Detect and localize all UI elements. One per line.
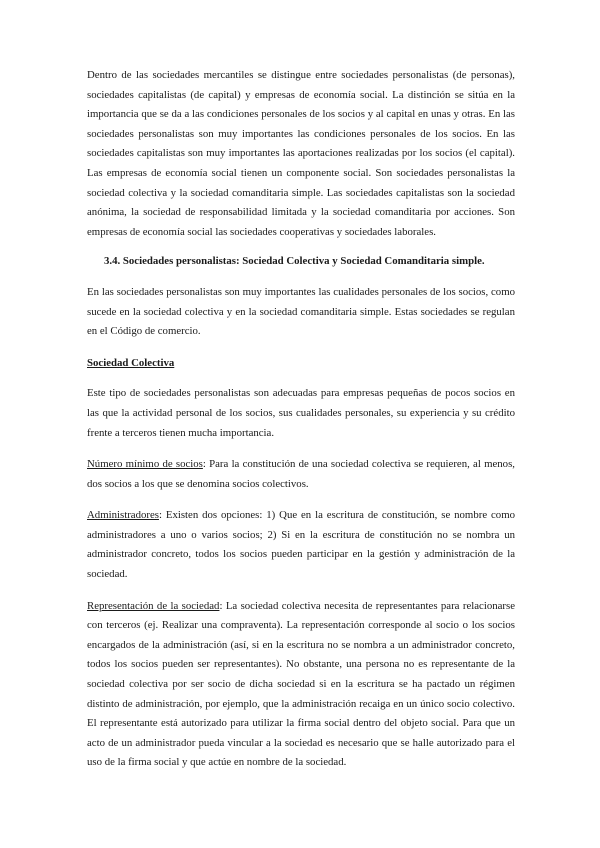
section-title: 3.4. Sociedades personalistas: Sociedad Colectiva y Sociedad Comanditaria simple. <box>104 255 485 268</box>
intro-paragraph: Dentro de las sociedades mercantiles se distingue entre sociedades personalistas (de personas), sociedades capitalistas (de capital) y empresas de economía social. La distinción se sitúa en la importancia que se da a las condiciones personales de los socios y al capital en unas y otras. En las sociedades personalistas son muy importantes las condiciones personales de los socios. En las sociedades capitalistas son muy importantes las aportaciones realizadas por los socios (el capital). Las empresas de economía social tienen un componente social. Son sociedades personalistas la sociedad colectiva y la sociedad comanditaria simple. Las sociedades capitalistas son la sociedad anónima, la sociedad de responsabilidad limitada y la sociedad comanditaria por acciones. Son empresas de economía social las sociedades cooperativas y sociedades laborales. <box>87 69 515 238</box>
representacion-text: : La sociedad colectiva necesita de representantes para relacionarse con terceros (ej. Realizar una compraventa). La representación corresponde al socio o los socios encargados de la administración (así, si en la escritura no se nombra a un administrador concreto, todos los socios pueden ser representantes). No obstante, una persona no es representante de la sociedad colectiva por ser socio de dicha sociedad si en la escritura se ha pactado un régimen distinto de administración, por ejemplo, que la administración recaiga en un único socio colectivo. El representante está autorizado para utilizar la firma social dentro del objeto social. Para que un acto de un administrador pueda vincular a la sociedad es necesario que se halle autorizado para el uso de la firma social y que actúe en nombre de la sociedad. <box>87 599 516 769</box>
section-intro-paragraph: En las sociedades personalistas son muy importantes las cualidades personales de los socios, como sucede en la sociedad colectiva y en la sociedad comanditaria simple. Estas sociedades se regulan en el Código de comercio. <box>87 285 515 338</box>
subheading-sociedad-colectiva: Sociedad Colectiva <box>87 356 175 369</box>
document-page <box>87 66 515 773</box>
representacion-label: Representación de la sociedad <box>87 599 220 612</box>
administradores-text: : Existen dos opciones: 1) Que en la escritura de constitución, se nombre como administradores a uno o varios socios; 2) Si en la escritura de constitución no se nombra un administrador concreto, todos los socios pueden participar en la gestión y administración de la sociedad. <box>87 509 515 581</box>
numero-minimo-paragraph <box>87 455 515 494</box>
colectiva-intro-paragraph: Este tipo de sociedades personalistas son adecuadas para empresas pequeñas de pocos socios en las que la actividad personal de los socios, sus cualidades personales, su experiencia y su crédito frente a terceros tienen mucha importancia. <box>87 387 515 439</box>
representacion-paragraph <box>87 597 515 773</box>
administradores-label: Administradores <box>87 509 159 522</box>
numero-minimo-label: Número mínimo de socios <box>87 458 203 471</box>
numero-minimo-text: : Para la constitución de una sociedad colectiva se requieren, al menos, dos socios a los que se denomina socios colectivos. <box>87 458 515 490</box>
administradores-paragraph <box>87 506 515 584</box>
